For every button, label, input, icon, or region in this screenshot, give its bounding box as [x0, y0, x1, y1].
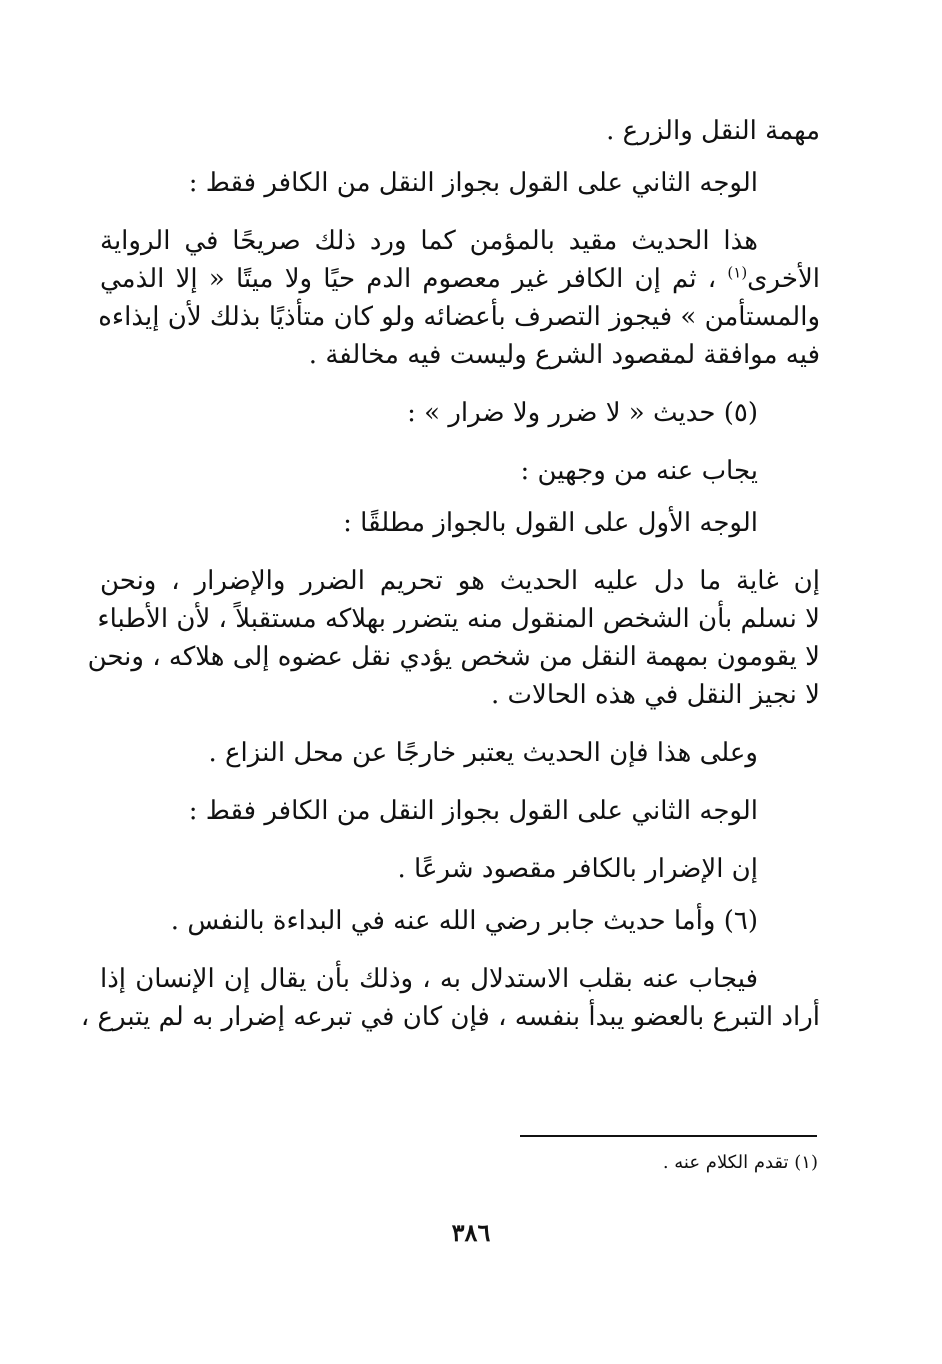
text-line-6: فيه موافقة لمقصود الشرع وليست فيه مخالفة .	[308, 340, 820, 370]
text-line-12: لا يقومون بمهمة النقل من شخص يؤدي نقل عضوه إلى هلاكه ، ونحن	[87, 642, 820, 672]
page-body	[80, 112, 820, 1036]
text-line-16: إن الإضرار بالكافر مقصود شرعًا .	[397, 854, 758, 884]
text-line-3: هذا الحديث مقيد بالمؤمن كما ورد ذلك صريحًا في الرواية	[100, 226, 758, 256]
text-line-1: مهمة النقل والزرع .	[606, 116, 820, 146]
text-line-8: يجاب عنه من وجهين :	[520, 456, 758, 486]
text-line-4-start: الأخرى	[747, 264, 820, 294]
text-line-5: والمستأمن » فيجوز التصرف بأعضائه ولو كان متأذيًا بذلك لأن إيذاءه	[98, 302, 820, 332]
text-line-11: لا نسلم بأن الشخص المنقول منه يتضرر بهلاكه مستقبلاً ، لأن الأطباء	[97, 604, 820, 634]
page-number: ٣٨٦	[451, 1218, 491, 1247]
text-line-4	[100, 260, 820, 298]
footnote-marker: (١)	[727, 263, 748, 282]
text-line-19: أراد التبرع بالعضو يبدأ بنفسه ، فإن كان في تبرعه إضرار به لم يتبرع ،	[80, 1002, 820, 1032]
section-heading-first-aspect: الوجه الأول على القول بالجواز مطلقًا :	[343, 508, 758, 538]
text-line-13: لا نجيز النقل في هذه الحالات .	[491, 680, 820, 710]
text-line-14: وعلى هذا فإن الحديث يعتبر خارجًا عن محل النزاع .	[208, 738, 758, 768]
text-line-18: فيجاب عنه بقلب الاستدلال به ، وذلك بأن يقال إن الإنسان إذا	[100, 964, 758, 994]
section-heading-second-aspect: الوجه الثاني على القول بجواز النقل من الكافر فقط :	[188, 168, 758, 198]
section-heading-second-aspect-2: الوجه الثاني على القول بجواز النقل من الكافر فقط :	[188, 796, 758, 826]
text-line-4-end: ، ثم إن الكافر غير معصوم الدم حيًا ولا ميتًا « إلا الذمي	[100, 264, 728, 294]
footnote-divider	[520, 1135, 817, 1137]
item-heading-5: (٥) حديث « لا ضرر ولا ضرار » :	[407, 398, 758, 428]
text-line-10: إن غاية ما دل عليه الحديث هو تحريم الضرر والإضرار ، ونحن	[100, 566, 820, 596]
item-heading-6: (٦) وأما حديث جابر رضي الله عنه في البداءة بالنفس .	[170, 906, 758, 936]
footnote-text: (١) تقدم الكلام عنه .	[662, 1152, 818, 1173]
